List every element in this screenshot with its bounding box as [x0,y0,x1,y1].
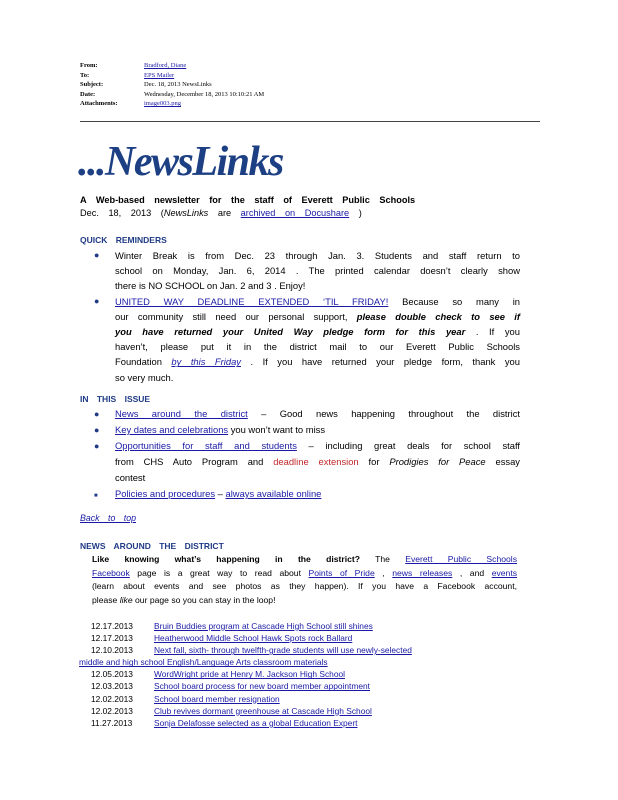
subject-value: Dec. 18, 2013 NewsLinks [144,81,212,89]
in-this-issue-heading: IN THIS ISSUE [80,394,151,404]
like-text: like [119,594,133,605]
quick-reminders-list [90,248,520,385]
news-link[interactable]: Heatherwood Middle School Hawk Spots rock Ballard [154,633,353,644]
issue-date: Dec. 18, 2013 [80,208,152,218]
attachment-link[interactable]: image003.png [144,100,182,108]
reminder-text: haven’t, please put it in the district mail to our Everett Public Schools [115,341,520,353]
news-item [91,717,476,729]
news-list [79,620,476,729]
news-date: 12.10.2013 [91,645,133,656]
facebook-link[interactable]: Facebook [92,567,130,578]
news-item [91,705,476,717]
reminder-text: Winter Break is from Dec. 23 through Jan. 3. Students and staff return to [115,250,520,261]
news-item [91,693,476,705]
quick-reminders-heading: QUICK REMINDERS [80,235,167,245]
prodigies-text: Prodigies for Peace [389,456,486,467]
issue-item [90,406,520,422]
opportunities-link[interactable]: Opportunities for staff and students [115,440,297,451]
date-value: Wednesday, December 18, 2013 10:10:21 AM [144,90,265,98]
issue-text: from CHS Auto Program and [115,456,274,467]
facebook-question: Like knowing what’s happening in the district? [92,554,361,564]
policies-link[interactable]: Policies and procedures [115,488,216,499]
key-dates-link[interactable]: Key dates and celebrations [115,424,229,435]
news-item [91,632,476,644]
news-releases-link[interactable]: news releases [392,567,453,578]
news-date: 12.02.2013 [91,705,133,716]
issue-item [90,438,520,486]
news-date: 12.17.2013 [91,621,133,631]
news-date: 12.02.2013 [91,693,133,704]
from-link[interactable]: Bradford, Diane [144,62,187,69]
news-link[interactable]: WordWright pride at Henry M. Jackson High School [154,669,345,680]
reminder-text: Foundation [115,356,172,368]
eps-link[interactable]: Everett Public Schools [405,554,517,564]
from-label: From: [80,62,98,69]
issue-text: – [215,488,226,499]
issue-text: for [358,456,390,467]
news-date: 12.03.2013 [91,681,133,692]
subject-label: Subject: [80,81,104,89]
issue-text: you won’t want to miss [228,424,326,435]
news-around-heading: NEWS AROUND THE DISTRICT [80,541,224,551]
attachments-label: Attachments: [80,100,118,108]
deadline-extension-text: deadline extension [273,456,359,467]
bullet-icon: ● [94,409,100,419]
reminder-text: Because so many in [388,295,520,307]
points-of-pride-link[interactable]: Points of Pride [308,567,375,578]
news-link[interactable]: middle and high school English/Language Arts classroom materials [79,657,328,668]
news-date: 11.27.2013 [91,717,133,728]
paragraph-text: please [92,594,120,605]
news-link[interactable]: School board member resignation [154,693,280,704]
news-link[interactable]: Sonja Delafosse selected as a global Education Expert [154,717,358,728]
paragraph-text: our page so you can stay in the loop! [132,594,276,605]
back-to-top-link[interactable]: Back to top [80,513,137,523]
news-date: 12.05.2013 [91,669,133,680]
news-item [91,680,476,692]
newsletter-title: ...NewsLinks [78,139,283,185]
issue-line [80,208,362,218]
issue-item [90,486,520,502]
issue-text: – including great deals for school staff [296,440,520,451]
news-link[interactable]: Next fall, sixth- through twelfth-grade students will use newly-selected [154,645,412,656]
bullet-icon: ● [94,250,100,260]
news-item [79,656,476,668]
news-link[interactable]: Club revives dormant greenhouse at Cascade High School [154,705,372,716]
news-link[interactable]: School board process for new board member appointment [154,681,371,692]
reminder-text: so very much. [115,371,174,383]
newsletter-subtitle: A Web-based newsletter for the staff of Everett Public Schools [80,195,416,205]
news-date: 12.17.2013 [91,633,133,644]
archived-link[interactable]: archived on Docushare [240,208,350,218]
email-header [80,61,444,109]
paren-open: ( [160,208,164,218]
reminder-emphasis: please double check to see if [356,310,520,322]
bullet-icon: ● [94,295,100,306]
paren-close: ) [358,208,362,218]
reminder-text: our community still need our personal support, [115,310,357,322]
reminder-text: school on Monday, Jan. 6, 2014 . The printed calendar doesn’t clearly show [115,265,520,277]
reminder-item [90,248,520,294]
header-divider [80,121,540,122]
by-this-friday-link[interactable]: by this Friday [171,356,241,368]
reminder-text: . If you have returned your pledge form, thank you [240,356,520,368]
issue-item [90,422,520,438]
bullet-icon: ● [94,441,100,451]
reminder-text: . If you [465,326,520,338]
always-available-link[interactable]: always available online [225,488,322,499]
reminder-emphasis: you have returned your United Way pledge form for this year [115,326,466,338]
reminder-item [90,294,520,385]
bullet-icon: ● [94,425,100,435]
news-item [91,644,476,656]
paragraph-text: The [360,554,406,564]
news-item [91,668,476,680]
paragraph-text: , and [452,567,492,578]
news-link[interactable]: Bruin Buddies program at Cascade High School still shines [154,621,373,631]
in-this-issue-list [90,406,520,502]
issue-text: essay [485,456,520,467]
paragraph-text: (learn about events and see photos as they happen). If you have a Facebook account, [92,581,517,591]
news-item [91,620,476,632]
issue-text: – Good news happening throughout the district [247,408,520,419]
news-around-link[interactable]: News around the district [115,408,248,419]
reminder-text: there is NO SCHOOL on Jan. 2 and 3 . Enjoy! [115,280,306,292]
to-link[interactable]: EPS Mailer [144,71,175,79]
paragraph-text: , [374,567,393,578]
events-link[interactable]: events [491,567,518,578]
are-word: are [217,208,232,218]
united-way-link[interactable]: UNITED WAY DEADLINE EXTENDED ‘TIL FRIDAY! [115,295,389,307]
issue-text: contest [115,472,146,483]
facebook-paragraph [92,553,517,607]
bullet-icon: ■ [94,493,98,499]
paragraph-text: page is a great way to read about [129,567,309,578]
date-label: Date: [80,90,96,98]
newslinks-word: NewsLinks [163,208,209,218]
to-label: To: [80,71,90,79]
